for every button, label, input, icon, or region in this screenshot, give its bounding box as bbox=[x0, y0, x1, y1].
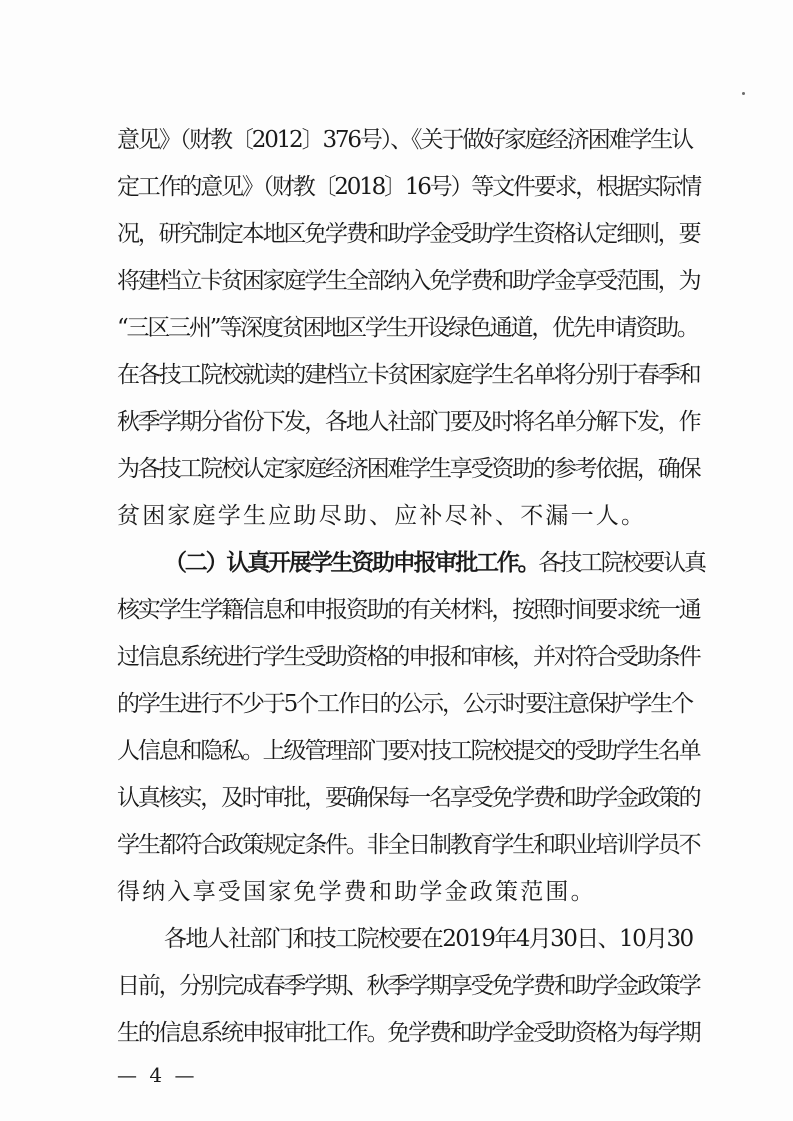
section2-line-8: 得纳入享受国家免学费和助学金政策范围。 bbox=[117, 879, 596, 905]
section2-first-line bbox=[164, 540, 705, 586]
section2-line-5: 人信息和隐私。上级管理部门要对技工院校提交的受助学生名单 bbox=[117, 738, 700, 764]
paragraph3-line-1: 各地人社部门和技工院校要在2019年4月30日、10月30 bbox=[164, 926, 693, 952]
section2-heading: （二）认真开展学生资助申报审批工作。 bbox=[164, 549, 539, 576]
paragraph3-line-2: 日前，分别完成春季学期、秋季学期享受免学费和助学金政策学 bbox=[117, 973, 700, 999]
body-line-4: 将建档立卡贫困家庭学生全部纳入免学费和助学金享受范围，为 bbox=[117, 268, 700, 294]
paragraph3-line-3: 生的信息系统申报审批工作。免学费和助学金受助资格为每学期 bbox=[117, 1020, 700, 1046]
scan-speck bbox=[742, 92, 745, 95]
body-line-2: 定工作的意见》（财教〔2018〕16号）等文件要求，根据实际情 bbox=[117, 174, 701, 200]
body-line-6: 在各技工院校就读的建档立卡贫困家庭学生名单将分别于春季和 bbox=[117, 362, 700, 388]
body-line-7: 秋季学期分省份下发，各地人社部门要及时将名单分解下发，作 bbox=[117, 409, 700, 435]
body-line-5: “三区三州”等深度贫困地区学生开设绿色通道，优先申请资助。 bbox=[117, 315, 698, 341]
section2-line-4: 的学生进行不少于5个工作日的公示，公示时要注意保护学生个 bbox=[117, 691, 692, 717]
section2-line-3: 过信息系统进行学生受助资格的申报和审核，并对符合受助条件 bbox=[117, 644, 700, 670]
body-line-3: 况，研究制定本地区免学费和助学金受助学生资格认定细则，要 bbox=[117, 221, 700, 247]
section2-first-line-rest: 各技工院校要认真 bbox=[538, 550, 705, 576]
body-line-1: 意见》（财教〔2012〕376号）、《关于做好家庭经济困难学生认 bbox=[117, 127, 692, 153]
body-line-8: 为各技工院校认定家庭经济困难学生享受资助的参考依据，确保 bbox=[117, 456, 700, 482]
section2-line-6: 认真核实，及时审批，要确保每一名享受免学费和助学金政策的 bbox=[117, 785, 700, 811]
section2-line-2: 核实学生学籍信息和申报资助的有关材料，按照时间要求统一通 bbox=[117, 597, 700, 623]
page-number: — 4 — bbox=[117, 1063, 198, 1087]
section2-line-7: 学生都符合政策规定条件。非全日制教育学生和职业培训学员不 bbox=[117, 832, 700, 858]
body-line-9: 贫困家庭学生应助尽助、应补尽补、不漏一人。 bbox=[117, 503, 647, 529]
